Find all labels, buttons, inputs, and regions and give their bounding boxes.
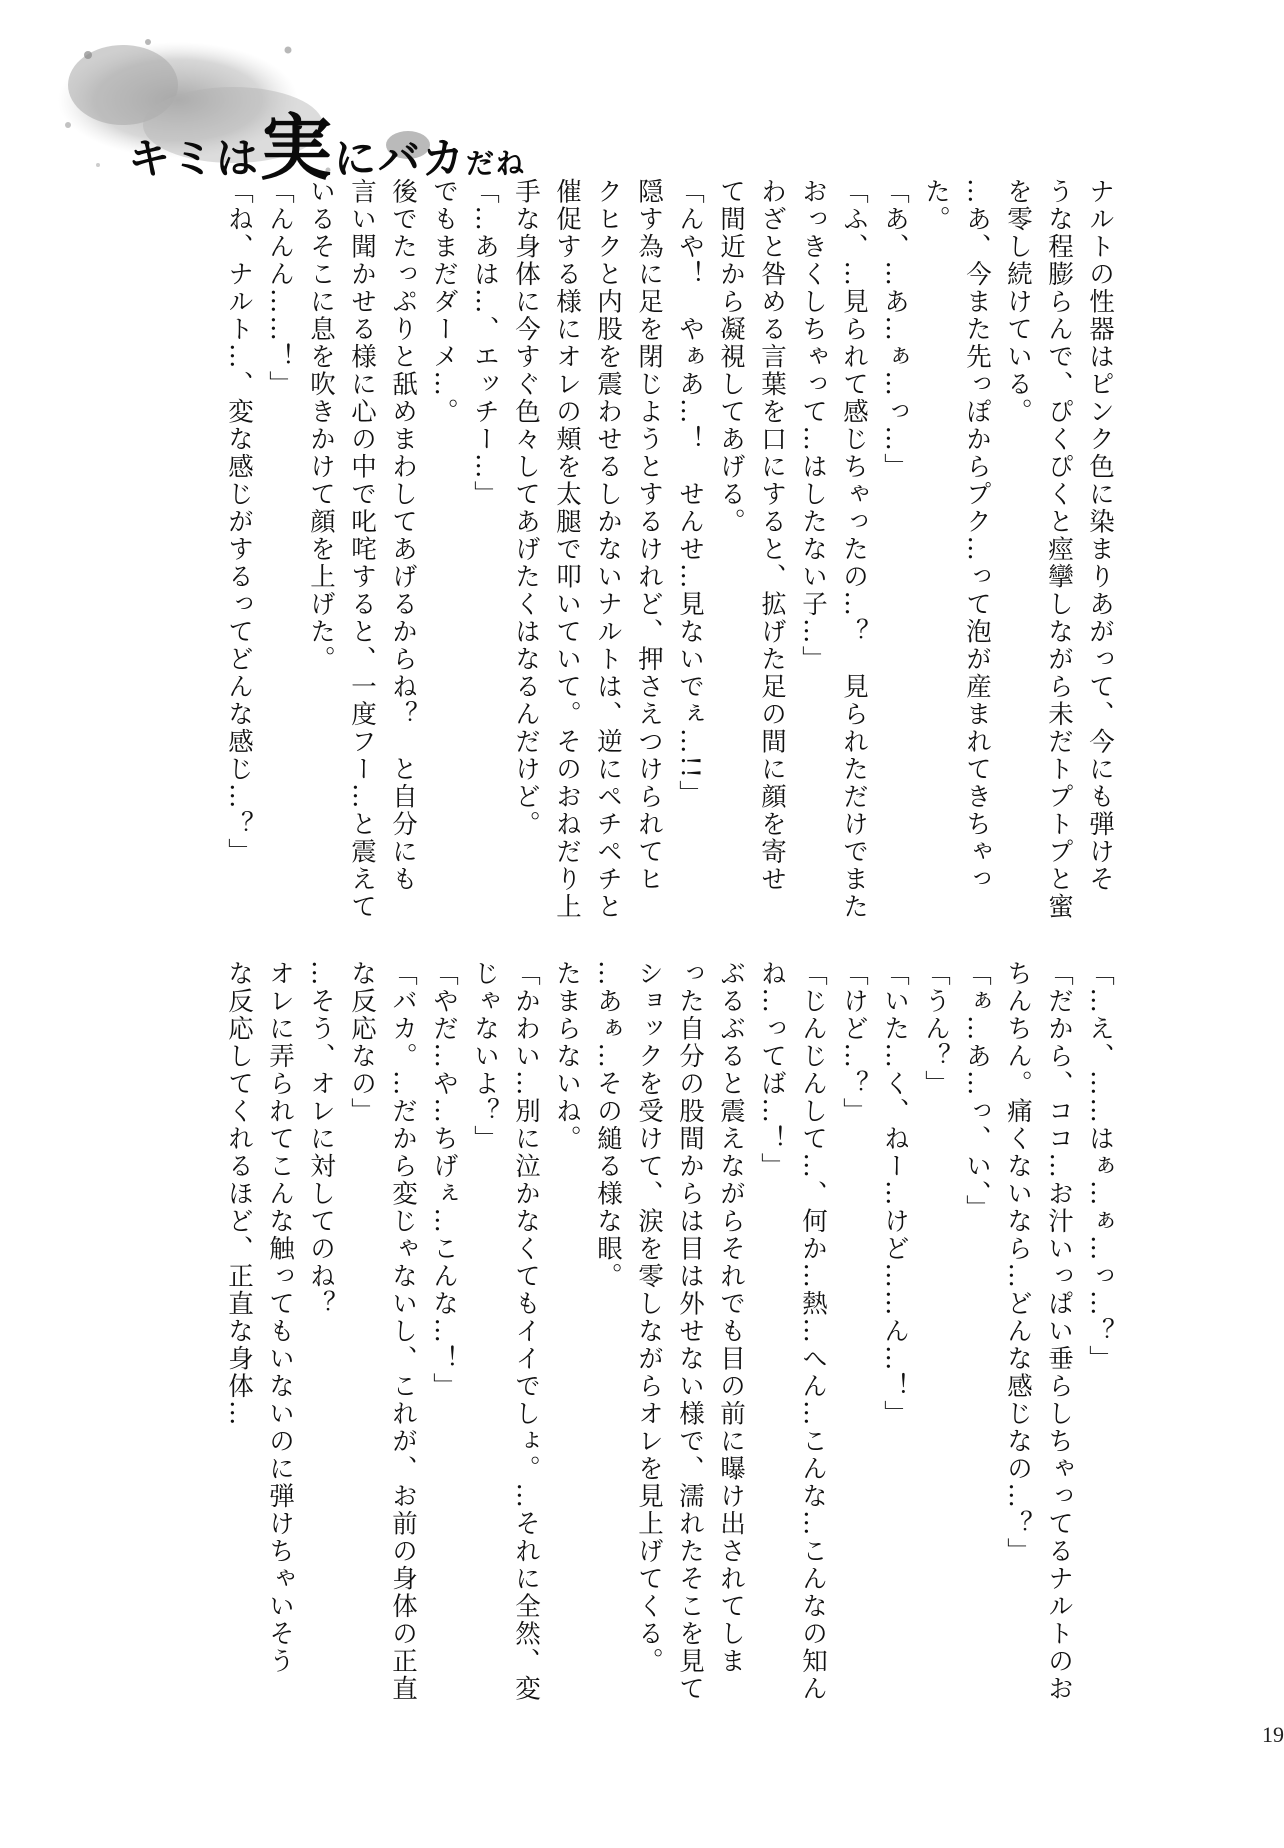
- text-line: た。: [921, 178, 951, 233]
- lower-text-block: [140, 960, 1120, 1720]
- text-line: 「ふ、…見られて感じちゃったの…？ 見られただけでまた: [839, 178, 869, 921]
- text-line: 「あ、…あ…ぁ…っ…」: [880, 178, 910, 481]
- text-line: ナルトの性器はピンク色に染まりあがって、今にも弾けそ: [1085, 178, 1115, 893]
- upper-text-block: [140, 178, 1120, 938]
- text-line: な反応なの」: [347, 960, 377, 1125]
- text-line: 「…え、……はぁ…ぁ…っ…？」: [1085, 960, 1115, 1373]
- text-line: …そう、オレに対してのね？: [306, 960, 336, 1318]
- text-line: 「やだ…や…ちげぇ…こんな…！」: [429, 960, 459, 1400]
- text-line: 「かわい…別に泣かなくてもイイでしょ。…それに全然、変: [511, 960, 541, 1703]
- text-line: うな程膨らんで、ぴくぴくと痙攣しながら未だトプトプと蜜: [1044, 178, 1074, 921]
- text-line: 「いた…く、ねー…けど……ん…！」: [880, 960, 910, 1428]
- text-line: な反応してくれるほど、正直な身体…: [224, 960, 254, 1428]
- page-number: 19: [1262, 1722, 1284, 1747]
- title-part-3: にバカ: [334, 134, 467, 183]
- text-line: わざと咎める言葉を口にすると、拡げた足の間に顔を寄せ: [757, 178, 787, 893]
- text-line: じゃないよ？」: [470, 960, 500, 1153]
- text-line: 「バカ。…だから変じゃないし、これが、お前の身体の正直: [388, 960, 418, 1703]
- text-line: クヒクと内股を震わせるしかないナルトは、逆にペチペチと: [593, 178, 623, 921]
- title-part-1: キミは: [128, 134, 261, 183]
- text-line: おっきくしちゃって…はしたない子…」: [798, 178, 828, 673]
- text-line: ぶるぶると震えながらそれでも目の前に曝け出されてしま: [716, 960, 746, 1675]
- text-line: 後でたっぷりと舐めまわしてあげるからね？ と自分にも: [388, 178, 418, 893]
- text-line: 「うん？」: [921, 960, 951, 1098]
- text-line: 「だから、ココ…お汁いっぱい垂らしちゃってるナルトのお: [1044, 960, 1074, 1703]
- text-line: て間近から凝視してあげる。: [716, 178, 746, 536]
- text-line: 催促する様にオレの頬を太腿で叩いていて。そのおねだり上: [552, 178, 582, 921]
- text-line: 言い聞かせる様に心の中で叱咤すると、一度フー…と震えて: [347, 178, 377, 921]
- text-line: った自分の股間からは目は外せない様で、濡れたそこを見て: [675, 960, 705, 1703]
- text-line: …あぁ…その縋る様な眼。: [593, 960, 623, 1290]
- text-line: たまらないね。: [552, 960, 582, 1153]
- text-line: 「…あは…、エッチー…」: [470, 178, 500, 508]
- text-line: …あ、今また先っぽからプク…って泡が産まれてきちゃっ: [962, 178, 992, 893]
- text-line: ちんちん。痛くないなら…どんな感じなの…？」: [1003, 960, 1033, 1565]
- title-logo: [28, 30, 527, 190]
- text-line: 「ぁ…あ…っ、い、」: [962, 960, 992, 1223]
- title-part-4: だね: [466, 147, 527, 180]
- text-line: 隠す為に足を閉じようとするけれど、押さえつけられてヒ: [634, 178, 664, 893]
- title-part-2: 実: [260, 105, 335, 190]
- text-line: ショックを受けて、涙を零しながらオレを見上げてくる。: [634, 960, 664, 1675]
- text-line: 「じんじんして…、何か…熱…へん…こんな…こんなの知ん: [798, 960, 828, 1703]
- text-line: いるそこに息を吹きかけて顔を上げた。: [306, 178, 336, 673]
- text-line: でもまだダーメ…。: [429, 178, 459, 426]
- text-line: 「んんん……！」: [265, 178, 295, 398]
- text-line: を零し続けている。: [1003, 178, 1033, 426]
- text-line: 「ね、ナルト…、変な感じがするってどんな感じ…？」: [224, 178, 254, 866]
- text-line: 「んや！ やぁあ…！ せんせ…見ないでぇ…!!」: [675, 178, 705, 808]
- text-line: 「けど…？」: [839, 960, 869, 1125]
- text-line: オレに弄られてこんな触ってもいないのに弾けちゃいそう: [265, 960, 295, 1675]
- text-line: 手な身体に今すぐ色々してあげたくはなるんだけど。: [511, 178, 541, 838]
- text-line: ね…ってば…！」: [757, 960, 787, 1180]
